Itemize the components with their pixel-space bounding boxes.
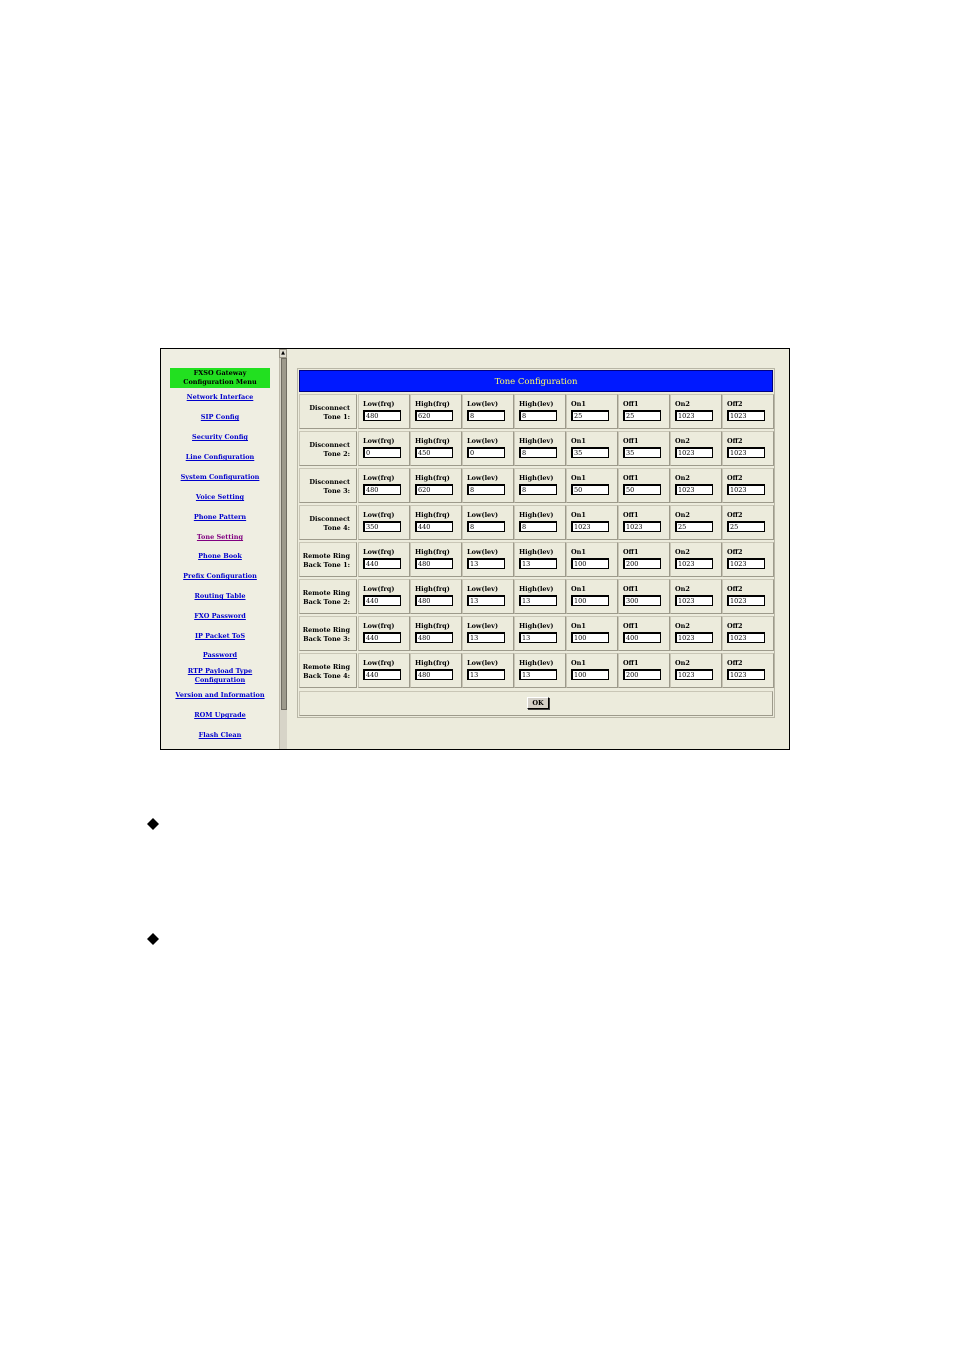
tone-value-input[interactable] bbox=[415, 447, 453, 458]
tone-value-input[interactable] bbox=[571, 595, 609, 606]
menu-item-label: Line Configuration bbox=[185, 453, 255, 461]
tone-field-cell bbox=[566, 394, 618, 429]
tone-value-input[interactable] bbox=[467, 484, 505, 495]
tone-value-input[interactable] bbox=[415, 632, 453, 643]
field-label: High(frq) bbox=[415, 585, 450, 593]
field-label: Off2 bbox=[727, 511, 743, 519]
tone-field-cell bbox=[566, 653, 618, 688]
menu-item-label-line2: Configuration bbox=[194, 676, 246, 684]
tone-row-label-line2: Back Tone 4: bbox=[303, 672, 350, 680]
field-label: Off2 bbox=[727, 474, 743, 482]
tone-row-label-line2: Back Tone 1: bbox=[303, 561, 350, 569]
field-label: Off1 bbox=[623, 437, 639, 445]
tone-field-cell bbox=[566, 505, 618, 540]
tone-field-cell bbox=[358, 616, 410, 651]
tone-field-cell bbox=[358, 505, 410, 540]
tone-field-cell bbox=[722, 505, 774, 540]
ok-row bbox=[299, 691, 773, 716]
tone-field-cell bbox=[410, 431, 462, 466]
menu-item-ip-packet-tos[interactable] bbox=[161, 632, 279, 641]
tone-value-input[interactable] bbox=[675, 484, 713, 495]
tone-field-cell bbox=[462, 579, 514, 614]
tone-value-input[interactable] bbox=[623, 484, 661, 495]
tone-row-label-line1: Disconnect bbox=[309, 441, 350, 449]
tone-value-input[interactable] bbox=[675, 521, 713, 532]
field-label: Off1 bbox=[623, 548, 639, 556]
field-label: On2 bbox=[675, 585, 690, 593]
field-label: High(frq) bbox=[415, 511, 450, 519]
tone-field-cell bbox=[410, 579, 462, 614]
tone-field-cell bbox=[722, 431, 774, 466]
tone-value-input[interactable] bbox=[623, 410, 661, 421]
tone-row bbox=[299, 653, 773, 688]
tone-field-cell bbox=[670, 579, 722, 614]
field-label: On1 bbox=[571, 548, 586, 556]
menu-item-label: RTP Payload Type bbox=[187, 667, 253, 675]
field-label: Off2 bbox=[727, 622, 743, 630]
tone-row bbox=[299, 542, 773, 577]
menu-item-prefix-configuration[interactable] bbox=[161, 572, 279, 581]
menu-item-sip-config[interactable] bbox=[161, 413, 279, 422]
field-label: Off1 bbox=[623, 511, 639, 519]
tone-value-input[interactable] bbox=[467, 558, 505, 569]
tone-value-input[interactable] bbox=[623, 669, 661, 680]
tone-field-cell bbox=[670, 653, 722, 688]
tone-field-cell bbox=[566, 542, 618, 577]
tone-row-label-line2: Back Tone 2: bbox=[303, 598, 350, 606]
field-label: Low(frq) bbox=[363, 548, 395, 556]
tone-value-input[interactable] bbox=[623, 632, 661, 643]
field-label: High(lev) bbox=[519, 659, 554, 667]
tone-field-cell bbox=[514, 579, 566, 614]
menu-item-label: Phone Pattern bbox=[193, 513, 247, 521]
tone-field-cell bbox=[566, 579, 618, 614]
field-label: On1 bbox=[571, 474, 586, 482]
tone-field-cell bbox=[618, 394, 670, 429]
tone-row-label-line1: Disconnect bbox=[309, 404, 350, 412]
tone-value-input[interactable] bbox=[727, 447, 765, 458]
field-label: On1 bbox=[571, 400, 586, 408]
tone-field-cell bbox=[514, 394, 566, 429]
menu-scrollbar[interactable] bbox=[279, 358, 287, 749]
tone-value-input[interactable] bbox=[623, 447, 661, 458]
tone-configuration-panel bbox=[297, 368, 775, 718]
field-label: High(frq) bbox=[415, 437, 450, 445]
tone-field-cell bbox=[618, 616, 670, 651]
tone-field-cell bbox=[462, 653, 514, 688]
tone-row-label-line1: Remote Ring bbox=[302, 663, 350, 671]
tone-row-label-line1: Disconnect bbox=[309, 478, 350, 486]
menu-item-network-interface[interactable] bbox=[161, 393, 279, 402]
tone-field-cell bbox=[410, 394, 462, 429]
tone-row-label-line1: Remote Ring bbox=[302, 589, 350, 597]
field-label: High(lev) bbox=[519, 474, 554, 482]
field-label: High(lev) bbox=[519, 511, 554, 519]
ok-button[interactable]: OK bbox=[527, 697, 549, 709]
tone-field-cell bbox=[722, 653, 774, 688]
tone-value-input[interactable] bbox=[727, 669, 765, 680]
tone-value-input[interactable] bbox=[467, 447, 505, 458]
tone-field-cell bbox=[566, 616, 618, 651]
field-label: On2 bbox=[675, 474, 690, 482]
tone-field-cell bbox=[618, 653, 670, 688]
tone-value-input[interactable] bbox=[623, 558, 661, 569]
tone-value-input[interactable] bbox=[571, 521, 609, 532]
menu-item-password[interactable] bbox=[161, 651, 279, 660]
menu-item-label: SIP Config bbox=[200, 413, 240, 421]
tone-value-input[interactable] bbox=[467, 632, 505, 643]
field-label: Low(frq) bbox=[363, 622, 395, 630]
tone-field-cell bbox=[358, 542, 410, 577]
field-label: High(frq) bbox=[415, 400, 450, 408]
field-label: High(lev) bbox=[519, 437, 554, 445]
tone-value-input[interactable] bbox=[675, 595, 713, 606]
tone-field-cell bbox=[358, 653, 410, 688]
tone-field-cell bbox=[722, 579, 774, 614]
tone-field-cell bbox=[410, 542, 462, 577]
tone-value-input[interactable] bbox=[571, 558, 609, 569]
menu-item-label: FXO Password bbox=[194, 612, 246, 620]
tone-row-label-line2: Tone 1: bbox=[323, 413, 350, 421]
menu-item-line-configuration[interactable] bbox=[161, 453, 279, 462]
field-label: Off1 bbox=[623, 400, 639, 408]
tone-value-input[interactable] bbox=[519, 447, 557, 458]
tone-value-input[interactable] bbox=[363, 410, 401, 421]
tone-field-cell bbox=[462, 431, 514, 466]
tone-row-label bbox=[299, 542, 357, 577]
field-label: High(frq) bbox=[415, 474, 450, 482]
tone-value-input[interactable] bbox=[727, 558, 765, 569]
tone-field-cell bbox=[514, 468, 566, 503]
tone-value-input[interactable] bbox=[571, 632, 609, 643]
field-label: Low(lev) bbox=[467, 548, 499, 556]
field-label: High(frq) bbox=[415, 548, 450, 556]
tone-row-label-line2: Back Tone 3: bbox=[303, 635, 350, 643]
tone-value-input[interactable] bbox=[415, 484, 453, 495]
tone-field-cell bbox=[462, 542, 514, 577]
tone-field-cell bbox=[670, 616, 722, 651]
tone-field-cell bbox=[410, 505, 462, 540]
tone-value-input[interactable] bbox=[519, 410, 557, 421]
menu-item-label: Password bbox=[202, 651, 238, 659]
tone-field-cell bbox=[722, 616, 774, 651]
field-label: Off2 bbox=[727, 585, 743, 593]
field-label: On1 bbox=[571, 659, 586, 667]
field-label: Off1 bbox=[623, 585, 639, 593]
tone-value-input[interactable] bbox=[727, 410, 765, 421]
field-label: Off2 bbox=[727, 548, 743, 556]
field-label: Low(lev) bbox=[467, 659, 499, 667]
tone-value-input[interactable] bbox=[727, 484, 765, 495]
tone-value-input[interactable] bbox=[415, 521, 453, 532]
tone-value-input[interactable] bbox=[675, 669, 713, 680]
field-label: Low(frq) bbox=[363, 659, 395, 667]
field-label: Low(frq) bbox=[363, 585, 395, 593]
tone-field-cell bbox=[722, 542, 774, 577]
menu-item-label: Version and Information bbox=[175, 691, 265, 699]
tone-value-input[interactable] bbox=[363, 632, 401, 643]
tone-field-cell bbox=[722, 468, 774, 503]
tone-value-input[interactable] bbox=[571, 447, 609, 458]
tone-value-input[interactable] bbox=[467, 669, 505, 680]
tone-value-input[interactable] bbox=[467, 595, 505, 606]
tone-field-cell bbox=[514, 616, 566, 651]
tone-value-input[interactable] bbox=[519, 669, 557, 680]
tone-value-input[interactable] bbox=[519, 521, 557, 532]
tone-field-cell bbox=[462, 394, 514, 429]
tone-value-input[interactable] bbox=[415, 558, 453, 569]
menu-item-tone-setting[interactable] bbox=[161, 533, 279, 542]
tone-field-cell bbox=[462, 505, 514, 540]
menu-item-label: System Configuration bbox=[180, 473, 260, 481]
tone-value-input[interactable] bbox=[571, 669, 609, 680]
tone-value-input[interactable] bbox=[727, 595, 765, 606]
field-label: Off1 bbox=[623, 474, 639, 482]
tone-field-cell bbox=[358, 394, 410, 429]
menu-item-rom-upgrade[interactable] bbox=[161, 711, 279, 720]
menu-item-label: Tone Setting bbox=[196, 533, 244, 541]
menu-item-label: Flash Clean bbox=[198, 731, 242, 739]
field-label: Low(frq) bbox=[363, 400, 395, 408]
tone-value-input[interactable] bbox=[415, 410, 453, 421]
diamond-bullet-icon bbox=[147, 933, 159, 945]
tone-value-input[interactable] bbox=[623, 521, 661, 532]
scrollbar-thumb[interactable] bbox=[281, 358, 287, 710]
menu-item-voice-setting[interactable] bbox=[161, 493, 279, 502]
tone-field-cell bbox=[514, 431, 566, 466]
field-label: On2 bbox=[675, 437, 690, 445]
tone-value-input[interactable] bbox=[363, 595, 401, 606]
menu-item-label: Network Interface bbox=[186, 393, 254, 401]
tone-field-cell bbox=[410, 653, 462, 688]
tone-row bbox=[299, 579, 773, 614]
field-label: Low(frq) bbox=[363, 474, 395, 482]
tone-row bbox=[299, 394, 773, 429]
field-label: High(frq) bbox=[415, 659, 450, 667]
tone-value-input[interactable] bbox=[675, 558, 713, 569]
tone-field-cell bbox=[670, 468, 722, 503]
field-label: Off1 bbox=[623, 622, 639, 630]
tone-row-label-line2: Tone 2: bbox=[323, 450, 350, 458]
menu-item-routing-table[interactable] bbox=[161, 592, 279, 601]
tone-field-cell bbox=[618, 431, 670, 466]
field-label: On1 bbox=[571, 585, 586, 593]
tone-value-input[interactable] bbox=[519, 558, 557, 569]
field-label: Off2 bbox=[727, 437, 743, 445]
tone-field-cell bbox=[514, 653, 566, 688]
field-label: High(frq) bbox=[415, 622, 450, 630]
field-label: Low(lev) bbox=[467, 585, 499, 593]
tone-field-cell bbox=[514, 505, 566, 540]
tone-value-input[interactable] bbox=[415, 669, 453, 680]
tone-row bbox=[299, 468, 773, 503]
field-label: Off1 bbox=[623, 659, 639, 667]
tone-value-input[interactable] bbox=[363, 484, 401, 495]
tone-row-label bbox=[299, 468, 357, 503]
tone-field-cell bbox=[618, 505, 670, 540]
browser-screenshot bbox=[160, 348, 790, 750]
menu-item-label: Prefix Configuration bbox=[183, 572, 257, 580]
field-label: Off2 bbox=[727, 659, 743, 667]
tone-row-label-line1: Disconnect bbox=[309, 515, 350, 523]
field-label: Low(lev) bbox=[467, 511, 499, 519]
tone-field-cell bbox=[514, 542, 566, 577]
tone-field-cell bbox=[670, 394, 722, 429]
tone-row-label bbox=[299, 431, 357, 466]
field-label: On2 bbox=[675, 511, 690, 519]
menu-item-label: IP Packet ToS bbox=[194, 632, 246, 640]
tone-field-cell bbox=[462, 468, 514, 503]
diamond-bullet-icon bbox=[147, 818, 159, 830]
field-label: Low(lev) bbox=[467, 437, 499, 445]
tone-field-cell bbox=[358, 579, 410, 614]
menu-item-label: ROM Upgrade bbox=[194, 711, 246, 719]
tone-value-input[interactable] bbox=[675, 410, 713, 421]
tone-row bbox=[299, 505, 773, 540]
field-label: Low(frq) bbox=[363, 511, 395, 519]
menu-item-security-config[interactable] bbox=[161, 433, 279, 442]
field-label: On1 bbox=[571, 437, 586, 445]
menu-item-phone-pattern[interactable] bbox=[161, 513, 279, 522]
field-label: Low(lev) bbox=[467, 400, 499, 408]
tone-row bbox=[299, 616, 773, 651]
tone-row bbox=[299, 431, 773, 466]
field-label: High(lev) bbox=[519, 622, 554, 630]
field-label: On2 bbox=[675, 659, 690, 667]
menu-item-phone-book[interactable] bbox=[161, 552, 279, 561]
tone-value-input[interactable] bbox=[727, 521, 765, 532]
field-label: Low(lev) bbox=[467, 622, 499, 630]
menu-item-label: Voice Setting bbox=[195, 493, 245, 501]
field-label: On1 bbox=[571, 622, 586, 630]
field-label: On1 bbox=[571, 511, 586, 519]
tone-row-label bbox=[299, 579, 357, 614]
menu-item-label: Phone Book bbox=[198, 552, 242, 560]
tone-field-cell bbox=[618, 542, 670, 577]
scroll-up-arrow-icon[interactable]: ▲ bbox=[279, 349, 287, 358]
tone-row-label bbox=[299, 505, 357, 540]
tone-field-cell bbox=[358, 468, 410, 503]
menu-item-system-configuration[interactable] bbox=[161, 473, 279, 482]
tone-value-input[interactable] bbox=[571, 484, 609, 495]
tone-value-input[interactable] bbox=[675, 447, 713, 458]
tone-row-label bbox=[299, 394, 357, 429]
page-title: Tone Configuration bbox=[299, 370, 773, 392]
menu-item-fxo-password[interactable] bbox=[161, 612, 279, 621]
tone-field-cell bbox=[462, 616, 514, 651]
tone-value-input[interactable] bbox=[519, 632, 557, 643]
tone-field-cell bbox=[618, 468, 670, 503]
menu-item-label: Routing Table bbox=[194, 592, 246, 600]
tone-field-cell bbox=[670, 431, 722, 466]
tone-field-cell bbox=[410, 468, 462, 503]
tone-value-input[interactable] bbox=[415, 595, 453, 606]
tone-value-input[interactable] bbox=[363, 558, 401, 569]
tone-field-cell bbox=[566, 431, 618, 466]
tone-field-cell bbox=[566, 468, 618, 503]
tone-field-cell bbox=[410, 616, 462, 651]
field-label: Low(lev) bbox=[467, 474, 499, 482]
field-label: High(lev) bbox=[519, 400, 554, 408]
tone-field-cell bbox=[722, 394, 774, 429]
menu-title bbox=[170, 368, 270, 388]
tone-value-input[interactable] bbox=[623, 595, 661, 606]
configuration-menu bbox=[161, 349, 279, 749]
menu-title-line1: FXSO Gateway bbox=[193, 369, 247, 377]
field-label: On2 bbox=[675, 548, 690, 556]
field-label: On2 bbox=[675, 622, 690, 630]
tone-value-input[interactable] bbox=[571, 410, 609, 421]
tone-value-input[interactable] bbox=[519, 484, 557, 495]
tone-value-input[interactable] bbox=[467, 521, 505, 532]
tone-field-cell bbox=[670, 542, 722, 577]
tone-row-label-line2: Tone 3: bbox=[323, 487, 350, 495]
tone-value-input[interactable] bbox=[467, 410, 505, 421]
tone-row-label bbox=[299, 653, 357, 688]
field-label: On2 bbox=[675, 400, 690, 408]
tone-value-input[interactable] bbox=[727, 632, 765, 643]
menu-item-flash-clean[interactable] bbox=[161, 731, 279, 740]
menu-title-line2: Configuration Menu bbox=[183, 378, 257, 386]
menu-item-rtp-payload-type[interactable] bbox=[161, 667, 279, 685]
tone-value-input[interactable] bbox=[363, 669, 401, 680]
tone-row-label-line2: Tone 4: bbox=[323, 524, 350, 532]
menu-item-label: Security Config bbox=[192, 433, 248, 441]
tone-value-input[interactable] bbox=[363, 447, 401, 458]
field-label: Off2 bbox=[727, 400, 743, 408]
tone-row-label-line1: Remote Ring bbox=[302, 552, 350, 560]
tone-value-input[interactable] bbox=[519, 595, 557, 606]
field-label: High(lev) bbox=[519, 548, 554, 556]
tone-field-cell bbox=[358, 431, 410, 466]
menu-item-version-and-information[interactable] bbox=[161, 691, 279, 700]
tone-row-label-line1: Remote Ring bbox=[302, 626, 350, 634]
tone-value-input[interactable] bbox=[675, 632, 713, 643]
tone-value-input[interactable] bbox=[363, 521, 401, 532]
tone-row-label bbox=[299, 616, 357, 651]
tone-field-cell bbox=[670, 505, 722, 540]
field-label: High(lev) bbox=[519, 585, 554, 593]
field-label: Low(frq) bbox=[363, 437, 395, 445]
tone-field-cell bbox=[618, 579, 670, 614]
